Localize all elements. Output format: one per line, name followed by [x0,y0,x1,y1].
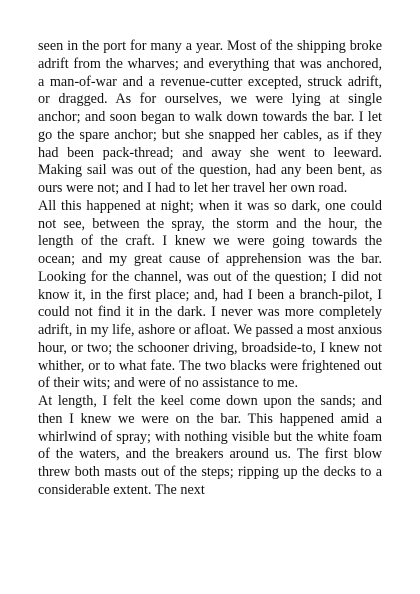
paragraph-3: At length, I felt the keel come down upon the sands; and then I knew we were on the bar. This happened amid a whirlwind of spray; with nothing visible but the white foam of the waters, and the breakers around us. The first blow threw both masts out of the steps; ripping up the decks to a considerable extent. The next [38,393,382,498]
page-text [38,38,382,500]
paragraph-2: All this happened at night; when it was so dark, one could not see, between the spray, the storm and the hour, the length of the craft. I knew we were going towards the ocean; and my great cause of apprehension was the bar. Looking for the channel, was out of the question; I did not know it, in the first place; and, had I been a branch-pilot, I could not find it in the dark. I never was more completely adrift, in my life, ashore or afloat. We passed a most anxious hour, or two; the schooner driving, broadside-to, I knew not whither, or to what fate. The two blacks were frightened out of their wits; and were of no assistance to me. [38,197,382,392]
paragraph-1: seen in the port for many a year. Most of the shipping broke adrift from the wharves; and everything that was anchored, a man-of-war and a revenue-cutter excepted, struck adrift, or dragged. As for ourselves, we were lying at single anchor; and soon began to walk down towards the bar. I let go the spare anchor; but she snapped her cables, as if they had been pack-thread; and away she went to leeward. Making sail was out of the question, had any been bent, as ours were not; and I had to let her travel her own road. [38,38,382,196]
